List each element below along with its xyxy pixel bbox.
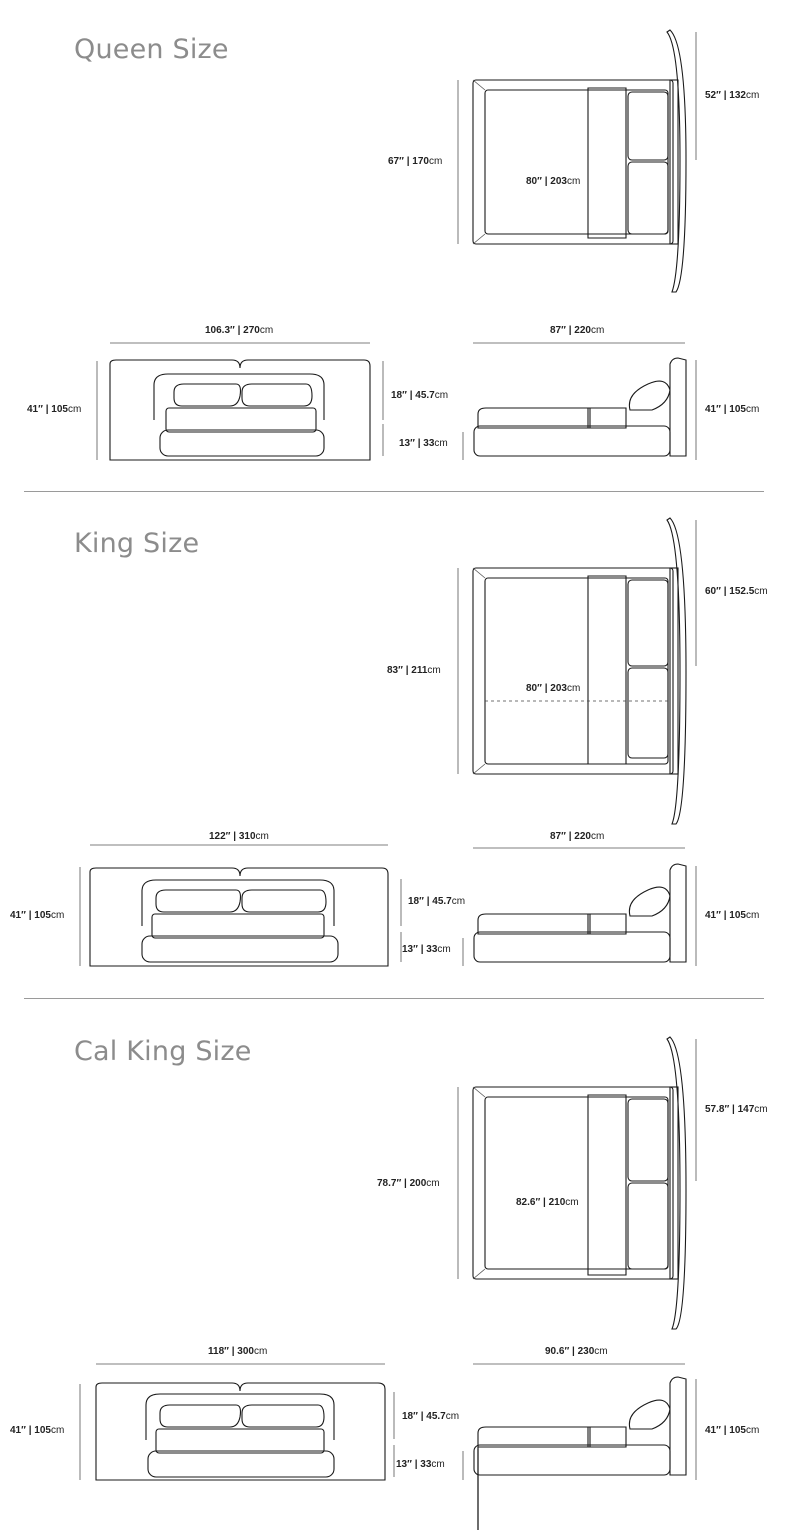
dim-value: 41″ | 105 xyxy=(10,910,51,921)
dim-unit: cm xyxy=(427,665,441,676)
dim-unit: cm xyxy=(259,325,274,336)
side-view-drawing xyxy=(463,343,696,460)
dim-value: 13″ | 33 xyxy=(399,438,435,449)
dim-unit: cm xyxy=(565,1197,579,1208)
headboard-height-dim xyxy=(705,1104,768,1115)
dim-value: 67″ | 170 xyxy=(388,156,429,167)
dim-value: 83″ | 211 xyxy=(387,665,428,676)
dim-unit: cm xyxy=(434,390,449,401)
dim-value: 80″ | 203 xyxy=(526,683,567,694)
dim-value: 78.7″ | 200 xyxy=(377,1178,427,1189)
section-title: King Size xyxy=(74,528,200,559)
dim-unit: cm xyxy=(590,831,605,842)
dim-unit: cm xyxy=(754,1104,768,1115)
side-length-dim xyxy=(545,1346,608,1357)
front-view-drawing xyxy=(80,1364,394,1530)
side-height-dim xyxy=(705,1425,759,1436)
dim-unit: cm xyxy=(590,325,605,336)
dim-unit: cm xyxy=(437,944,451,955)
side-length-dim xyxy=(550,831,604,842)
dim-value: 41″ | 105 xyxy=(705,404,746,415)
dim-unit: cm xyxy=(745,404,760,415)
front-width-dim xyxy=(208,1346,267,1357)
front-headrest-dim xyxy=(402,1411,459,1422)
side-length-dim xyxy=(550,325,604,336)
dim-value: 106.3″ | 270 xyxy=(205,325,260,336)
dim-unit: cm xyxy=(255,831,269,842)
front-width-dim xyxy=(209,831,269,842)
dim-value: 41″ | 105 xyxy=(705,1425,746,1436)
section-title: Cal King Size xyxy=(74,1036,252,1067)
front-width-dim xyxy=(205,325,273,336)
headboard-height-dim xyxy=(705,90,759,101)
front-headrest-dim xyxy=(391,390,448,401)
dim-unit: cm xyxy=(50,1425,65,1436)
dim-value: 41″ | 105 xyxy=(705,910,746,921)
dim-value: 122″ | 310 xyxy=(209,831,256,842)
top-view-drawing xyxy=(458,518,696,824)
front-bed-dim xyxy=(399,438,448,449)
front-bed-dim xyxy=(396,1459,445,1470)
queen-size-section xyxy=(0,0,788,500)
dim-value: 41″ | 105 xyxy=(27,404,68,415)
dim-unit: cm xyxy=(67,404,82,415)
dim-unit: cm xyxy=(445,1411,460,1422)
dim-unit: cm xyxy=(745,90,760,101)
dim-unit: cm xyxy=(566,683,581,694)
section-title: Queen Size xyxy=(74,34,229,65)
headboard-height-dim xyxy=(705,586,768,597)
queen-drawings xyxy=(0,0,788,500)
front-height-dim xyxy=(10,1425,64,1436)
dim-value: 118″ | 300 xyxy=(208,1346,254,1357)
front-bed-dim xyxy=(402,944,451,955)
top-width-dim xyxy=(377,1178,440,1189)
dim-unit: cm xyxy=(451,896,466,907)
side-height-dim xyxy=(705,404,759,415)
dim-value: 80″ | 203 xyxy=(526,176,567,187)
king-drawings xyxy=(0,492,788,997)
dim-value: 13″ | 33 xyxy=(396,1459,432,1470)
dim-unit: cm xyxy=(754,586,768,597)
dim-value: 87″ | 220 xyxy=(550,831,591,842)
dim-value: 90.6″ | 230 xyxy=(545,1346,595,1357)
top-width-dim xyxy=(388,156,442,167)
dim-value: 18″ | 45.7 xyxy=(391,390,435,401)
front-height-dim xyxy=(10,910,64,921)
dim-value: 18″ | 45.7 xyxy=(408,896,452,907)
dim-value: 13″ | 33 xyxy=(402,944,438,955)
dim-value: 41″ | 105 xyxy=(10,1425,51,1436)
front-height-dim xyxy=(27,404,81,415)
cal-king-drawings xyxy=(0,999,788,1530)
side-view-drawing xyxy=(463,848,696,966)
top-width-dim xyxy=(387,665,441,676)
dim-value: 60″ | 152.5 xyxy=(705,586,755,597)
dim-unit: cm xyxy=(594,1346,608,1357)
side-view-drawing xyxy=(463,1364,696,1530)
front-view-drawing xyxy=(80,845,401,966)
cal-king-size-section xyxy=(0,999,788,1530)
dim-unit: cm xyxy=(566,176,581,187)
top-length-dim xyxy=(526,176,580,187)
dim-unit: cm xyxy=(434,438,448,449)
side-height-dim xyxy=(705,910,759,921)
top-view-drawing xyxy=(458,30,696,292)
dim-value: 87″ | 220 xyxy=(550,325,591,336)
king-size-section xyxy=(0,492,788,997)
top-view-drawing xyxy=(458,1037,696,1329)
dim-value: 57.8″ | 147 xyxy=(705,1104,755,1115)
top-length-dim xyxy=(516,1197,579,1208)
dim-unit: cm xyxy=(253,1346,268,1357)
top-length-dim xyxy=(526,683,580,694)
dim-unit: cm xyxy=(426,1178,440,1189)
dim-value: 18″ | 45.7 xyxy=(402,1411,446,1422)
dim-value: 52″ | 132 xyxy=(705,90,746,101)
dim-unit: cm xyxy=(431,1459,445,1470)
dim-unit: cm xyxy=(428,156,443,167)
front-headrest-dim xyxy=(408,896,465,907)
front-view-drawing xyxy=(97,343,383,460)
dim-unit: cm xyxy=(745,910,760,921)
dim-unit: cm xyxy=(50,910,65,921)
dim-value: 82.6″ | 210 xyxy=(516,1197,566,1208)
dim-unit: cm xyxy=(745,1425,760,1436)
